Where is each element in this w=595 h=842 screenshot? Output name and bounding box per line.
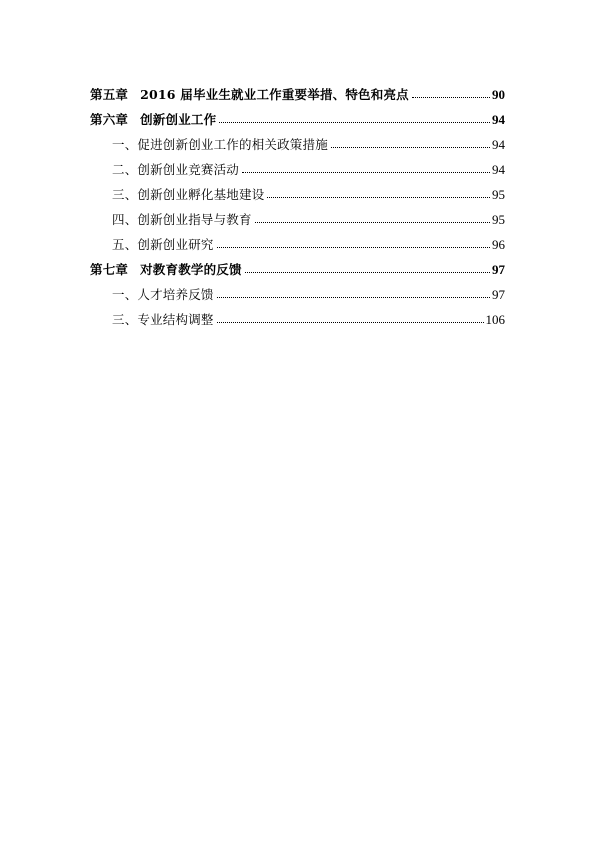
section-title: 三、专业结构调整 bbox=[112, 311, 214, 327]
section-title: 一、人才培养反馈 bbox=[112, 286, 214, 302]
toc-entry-section[interactable] bbox=[90, 276, 505, 301]
table-of-contents bbox=[90, 76, 505, 326]
toc-entry-chapter-6[interactable] bbox=[90, 101, 505, 126]
toc-entry-label bbox=[90, 261, 242, 277]
chapter-number: 第六章 bbox=[90, 111, 129, 127]
page-number: 94 bbox=[492, 112, 505, 127]
page-number: 90 bbox=[492, 87, 505, 102]
dot-leader bbox=[412, 96, 490, 98]
dot-leader bbox=[217, 246, 490, 248]
chapter-title: 创新创业工作 bbox=[140, 111, 217, 127]
section-title: 五、创新创业研究 bbox=[112, 236, 214, 252]
chapter-number: 第五章 bbox=[90, 86, 129, 102]
toc-entry-section[interactable] bbox=[90, 151, 505, 176]
page-number: 95 bbox=[492, 187, 505, 202]
toc-entry-section[interactable] bbox=[90, 226, 505, 251]
page-number: 95 bbox=[492, 212, 505, 227]
toc-entry-section[interactable] bbox=[90, 201, 505, 226]
dot-leader bbox=[217, 296, 490, 298]
section-title: 一、促进创新创业工作的相关政策措施 bbox=[112, 136, 328, 152]
chapter-title: 对教育教学的反馈 bbox=[140, 261, 242, 277]
dot-leader bbox=[242, 171, 490, 173]
dot-leader bbox=[217, 321, 484, 323]
dot-leader bbox=[245, 271, 490, 273]
toc-entry-label bbox=[90, 86, 409, 102]
dot-leader bbox=[219, 121, 490, 123]
dot-leader bbox=[331, 146, 490, 148]
page-number: 97 bbox=[492, 287, 505, 302]
chapter-title: 2016 届毕业生就业工作重要举措、特色和亮点 bbox=[140, 86, 409, 102]
toc-entry-section[interactable] bbox=[90, 301, 505, 326]
dot-leader bbox=[267, 196, 490, 198]
page-number: 96 bbox=[492, 237, 505, 252]
toc-entry-chapter-5[interactable] bbox=[90, 76, 505, 101]
section-title: 三、创新创业孵化基地建设 bbox=[112, 186, 265, 202]
page-number: 94 bbox=[492, 162, 505, 177]
page-number: 106 bbox=[485, 312, 505, 327]
chapter-number: 第七章 bbox=[90, 261, 129, 277]
toc-entry-section[interactable] bbox=[90, 126, 505, 151]
toc-entry-section[interactable] bbox=[90, 176, 505, 201]
toc-entry-chapter-7[interactable] bbox=[90, 251, 505, 276]
toc-entry-label bbox=[90, 111, 217, 127]
page-number: 97 bbox=[492, 262, 505, 277]
page-number: 94 bbox=[492, 137, 505, 152]
section-title: 二、创新创业竞赛活动 bbox=[112, 161, 240, 177]
section-title: 四、创新创业指导与教育 bbox=[112, 211, 252, 227]
dot-leader bbox=[255, 221, 490, 223]
